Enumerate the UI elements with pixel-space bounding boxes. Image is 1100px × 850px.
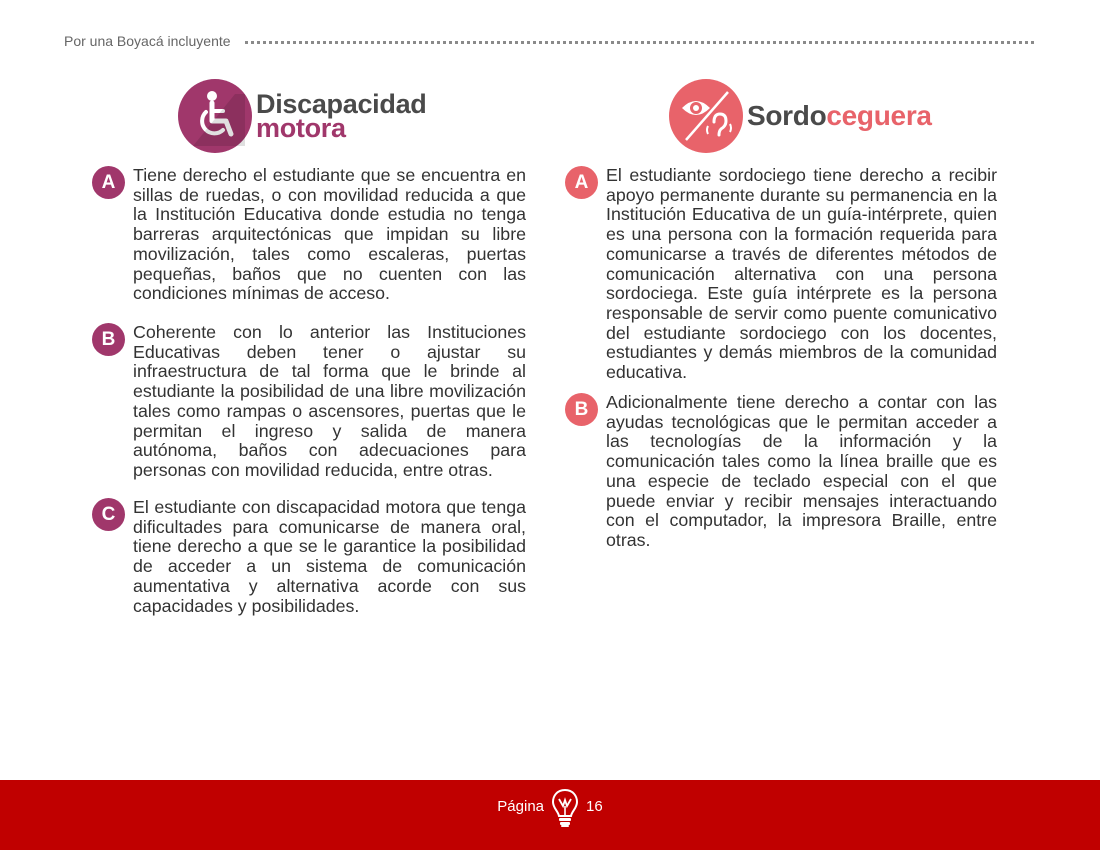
header-text: Por una Boyacá incluyente — [64, 33, 231, 49]
left-title-line2: motora — [256, 113, 346, 143]
left-item-a — [92, 166, 526, 304]
page-label: Página — [497, 798, 545, 815]
right-title-part1: Sordo — [747, 100, 827, 131]
badge-a: A — [565, 166, 598, 199]
left-item-b — [92, 323, 526, 481]
badge-b: B — [92, 323, 125, 356]
left-title-text — [256, 89, 427, 143]
running-header — [64, 32, 1034, 50]
right-item-a — [565, 166, 997, 383]
page-number-block — [0, 786, 1100, 830]
right-item-b — [565, 393, 997, 551]
left-item-c-text: El estudiante con discapacidad motora que tenga dificultades para comunicarse de manera oral, tiene derecho a que se le garantice la posibilidad de acceder a un sistema de comunicación aumentativa y alternativa acorde con sus capacidades y posibilidades. — [133, 497, 526, 616]
left-item-b-text: Coherente con lo anterior las Instituciones Educativas deben tener o ajustar su infraestructura de tal forma que le brinde al estudiante la posibilidad de una libre movilización tales como rampas o ascensores, puertas que le permitan el ingreso y salida de manera autónoma, baños con adecuaciones para personas con movilidad reducida, entre otras. — [133, 322, 526, 480]
left-title-line1: Discapacidad — [256, 89, 427, 119]
lightbulb-icon — [548, 786, 582, 830]
page-number: 16 — [586, 798, 603, 815]
right-title-text — [747, 100, 932, 131]
right-title-part2: ceguera — [826, 100, 932, 131]
right-item-b-text: Adicionalmente tiene derecho a contar con las ayudas tecnológicas que le permitan acceder a las tecnologías de la información y la comunicación tales como la línea braille que es una especie de teclado especial con el que puede enviar y recibir mensajes interactuando con el computador, la impresora Braille, entre otras. — [606, 392, 997, 550]
left-item-c — [92, 498, 526, 616]
wheelchair-icon — [178, 79, 252, 153]
eye-ear-icon — [669, 79, 743, 153]
left-title — [178, 79, 426, 153]
left-item-a-text: Tiene derecho el estudiante que se encuentra en sillas de ruedas, o con movilidad reducida a que la Institución Educativa donde estudia no tenga barreras arquitectónicas que impidan su libre movilización, tales como escaleras, puertas pequeñas, baños que no cuenten con las condiciones mínimas de acceso. — [133, 165, 526, 304]
footer-bar — [0, 780, 1100, 850]
right-title — [669, 79, 932, 153]
badge-b: B — [565, 393, 598, 426]
right-item-a-text: El estudiante sordociego tiene derecho a recibir apoyo permanente durante su permanencia en la Institución Educativa de un guía-intérprete, quien es una persona con la formación requerida para comunicarse a través de diferentes métodos de comunicación alternativa con una persona sordociega. Este guía intérprete es la persona responsable de servir como puente comunicativo del estudiante sordociego con los docentes, estudiantes y demás miembros de la comunidad educativa. — [606, 165, 997, 383]
badge-a: A — [92, 166, 125, 199]
header-dotted-rule — [245, 41, 1034, 44]
badge-c: C — [92, 498, 125, 531]
